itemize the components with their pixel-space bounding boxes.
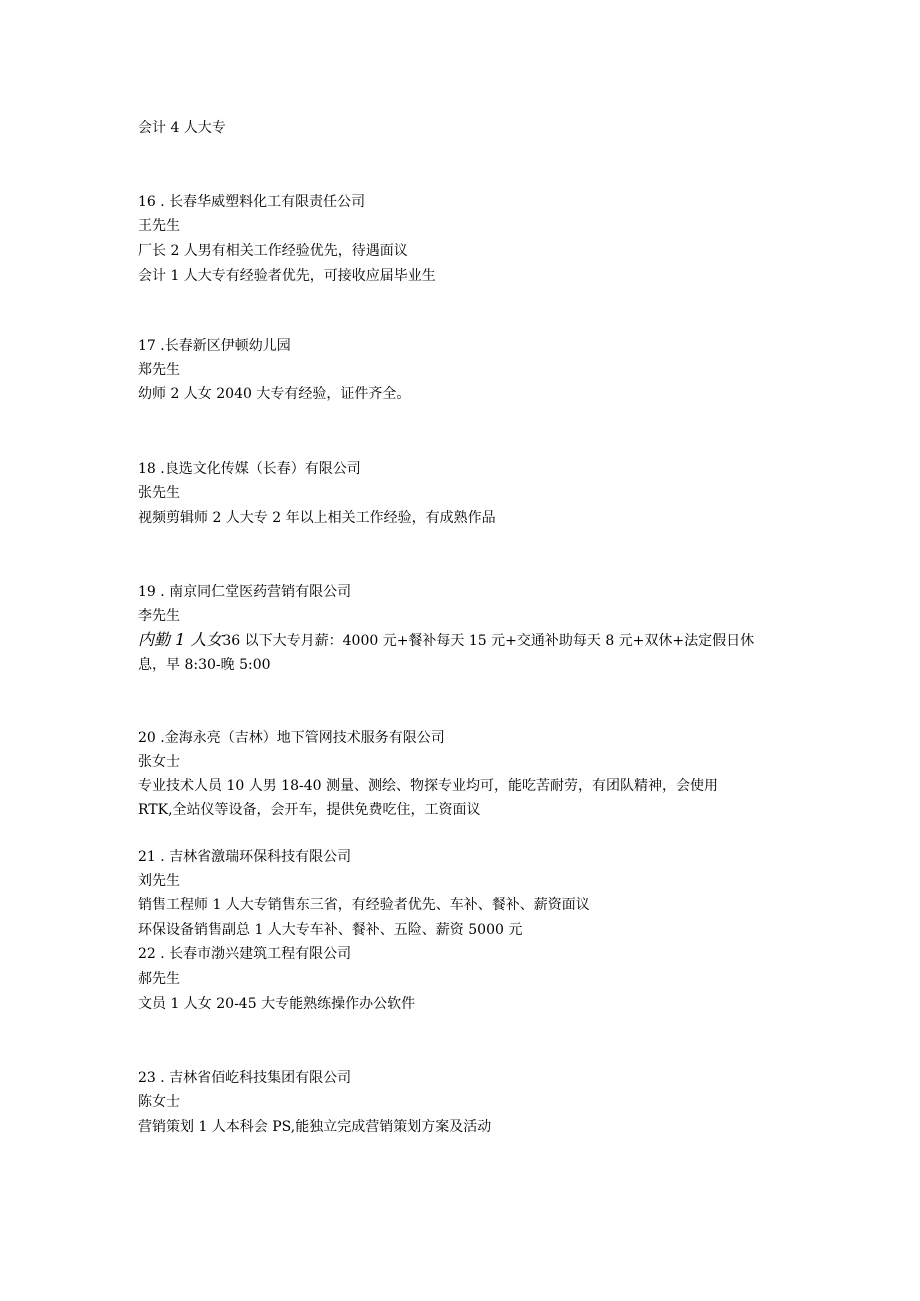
entry-detail-lead: 内勤 1 人女 — [138, 630, 223, 649]
entry-contact: 陈女士 — [138, 1094, 180, 1110]
entry-detail: 视频剪辑师 2 人大专 2 年以上相关工作经验，有成熟作品 — [138, 510, 496, 526]
entry-contact: 刘先生 — [138, 873, 180, 889]
entry-heading: 23 . 吉林省佰屹科技集团有限公司 — [138, 1070, 352, 1086]
entry-contact: 张先生 — [138, 485, 180, 501]
entry-detail: 会计 1 人大专有经验者优先，可接收应届毕业生 — [138, 268, 436, 284]
entry-detail: RTK,全站仪等设备，会开车，提供免费吃住，工资面议 — [138, 802, 481, 818]
entry-contact: 郝先生 — [138, 971, 180, 987]
entry-heading: 21 . 吉林省激瑞环保科技有限公司 — [138, 849, 352, 865]
entry-contact: 王先生 — [138, 218, 180, 234]
entry-detail-row — [138, 628, 754, 652]
entry-detail: 销售工程师 1 人大专销售东三省，有经验者优先、车补、餐补、薪资面议 — [138, 897, 590, 913]
intro-line: 会计 4 人大专 — [138, 120, 226, 136]
entry-contact: 李先生 — [138, 608, 180, 624]
entry-heading: 17 .长春新区伊顿幼儿园 — [138, 338, 291, 354]
entry-detail: 文员 1 人女 20-45 大专能熟练操作办公软件 — [138, 996, 416, 1012]
entry-detail: 息，早 8:30-晚 5:00 — [138, 657, 271, 673]
entry-detail: 营销策划 1 人本科会 PS,能独立完成营销策划方案及活动 — [138, 1119, 492, 1135]
entry-detail: 专业技术人员 10 人男 18-40 测量、测绘、物探专业均可，能吃苦耐劳，有团队精神，会使用 — [138, 778, 718, 794]
entry-detail: 36 以下大专月薪：4000 元+餐补每天 15 元+交通补助每天 8 元+双休+法定假日休 — [222, 633, 755, 649]
entry-contact: 郑先生 — [138, 362, 180, 378]
entry-detail: 环保设备销售副总 1 人大专车补、餐补、五险、薪资 5000 元 — [138, 922, 523, 938]
entry-heading: 22 . 长春市渤兴建筑工程有限公司 — [138, 946, 352, 962]
entry-contact: 张女士 — [138, 754, 180, 770]
entry-heading: 16 . 长春华威塑料化工有限责任公司 — [138, 194, 366, 210]
entry-heading: 20 .金海永亮（吉林）地下管网技术服务有限公司 — [138, 730, 445, 746]
entry-heading: 19 . 南京同仁堂医药营销有限公司 — [138, 584, 352, 600]
entry-detail: 幼师 2 人女 2040 大专有经验，证件齐全。 — [138, 386, 411, 402]
entry-detail: 厂长 2 人男有相关工作经验优先，待遇面议 — [138, 243, 408, 259]
entry-heading: 18 .良选文化传媒（长春）有限公司 — [138, 461, 361, 477]
